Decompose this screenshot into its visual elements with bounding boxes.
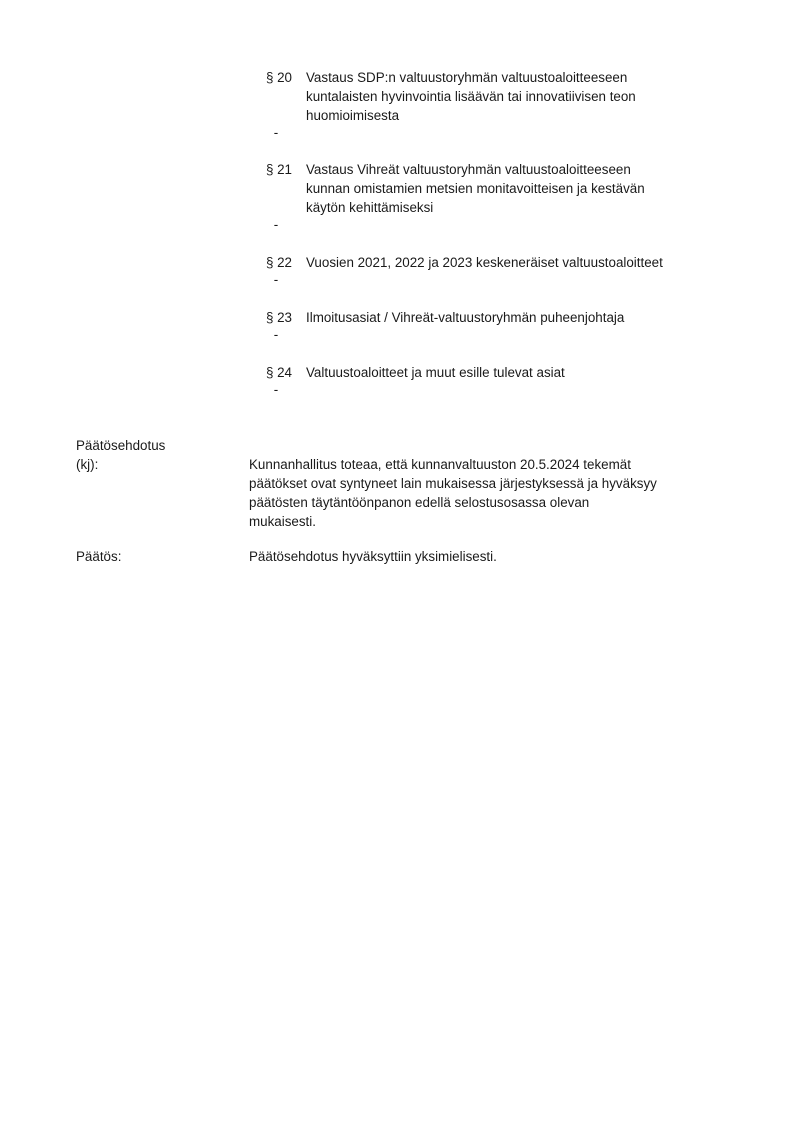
- proposal-text-line: mukaisesti.: [249, 514, 316, 529]
- section-number: § 22: [265, 255, 292, 270]
- section-title: [306, 363, 736, 382]
- title-line: Valtuustoaloitteet ja muut esille tulevat asiat: [306, 365, 565, 380]
- section-dash: -: [273, 382, 279, 397]
- title-line: kuntalaisten hyvinvointia lisäävän tai innovatiivisen teon: [306, 89, 636, 104]
- section-number: § 20: [265, 70, 292, 85]
- agenda-item-21: [250, 160, 740, 235]
- section-dash: -: [273, 327, 279, 342]
- section-number: § 23: [265, 310, 292, 325]
- title-line: Vastaus Vihreät valtuustoryhmän valtuustoaloitteeseen: [306, 162, 631, 177]
- decision-label: [76, 547, 121, 566]
- section-dash: -: [273, 217, 279, 232]
- agenda-item-24: [250, 363, 740, 401]
- section-title: [306, 160, 736, 217]
- section-dash: -: [273, 125, 279, 140]
- proposal-label-line: (kj):: [76, 457, 99, 472]
- agenda-item-20: [250, 68, 740, 143]
- proposal-label-line: Päätösehdotus: [76, 438, 166, 453]
- proposal-text-line: päätösten täytäntöönpanon edellä selostusosassa olevan: [249, 495, 590, 510]
- title-line: käytön kehittämiseksi: [306, 200, 434, 215]
- section-title: [306, 253, 736, 272]
- section-title: [306, 68, 736, 125]
- title-line: kunnan omistamien metsien monitavoitteisen ja kestävän: [306, 181, 645, 196]
- decision-label-text: Päätös:: [76, 549, 122, 564]
- decision-text: [249, 547, 749, 566]
- title-line: Ilmoitusasiat / Vihreät-valtuustoryhmän puheenjohtaja: [306, 310, 625, 325]
- section-number: § 24: [265, 365, 292, 380]
- proposal-text: [249, 455, 749, 531]
- section-number: § 21: [265, 162, 292, 177]
- title-line: Vastaus SDP:n valtuustoryhmän valtuustoaloitteeseen: [306, 70, 628, 85]
- decision-text-line: Päätösehdotus hyväksyttiin yksimielisesti.: [249, 549, 497, 564]
- title-line: huomioimisesta: [306, 108, 400, 123]
- proposal-text-line: Kunnanhallitus toteaa, että kunnanvaltuuston 20.5.2024 tekemät: [249, 457, 631, 472]
- proposal-label: [76, 436, 165, 474]
- agenda-item-22: [250, 253, 740, 291]
- section-dash: -: [273, 272, 279, 287]
- section-title: [306, 308, 736, 327]
- title-line: Vuosien 2021, 2022 ja 2023 keskeneräiset valtuustoaloitteet: [306, 255, 663, 270]
- agenda-item-23: [250, 308, 740, 346]
- proposal-text-line: päätökset ovat syntyneet lain mukaisessa järjestyksessä ja hyväksyy: [249, 476, 657, 491]
